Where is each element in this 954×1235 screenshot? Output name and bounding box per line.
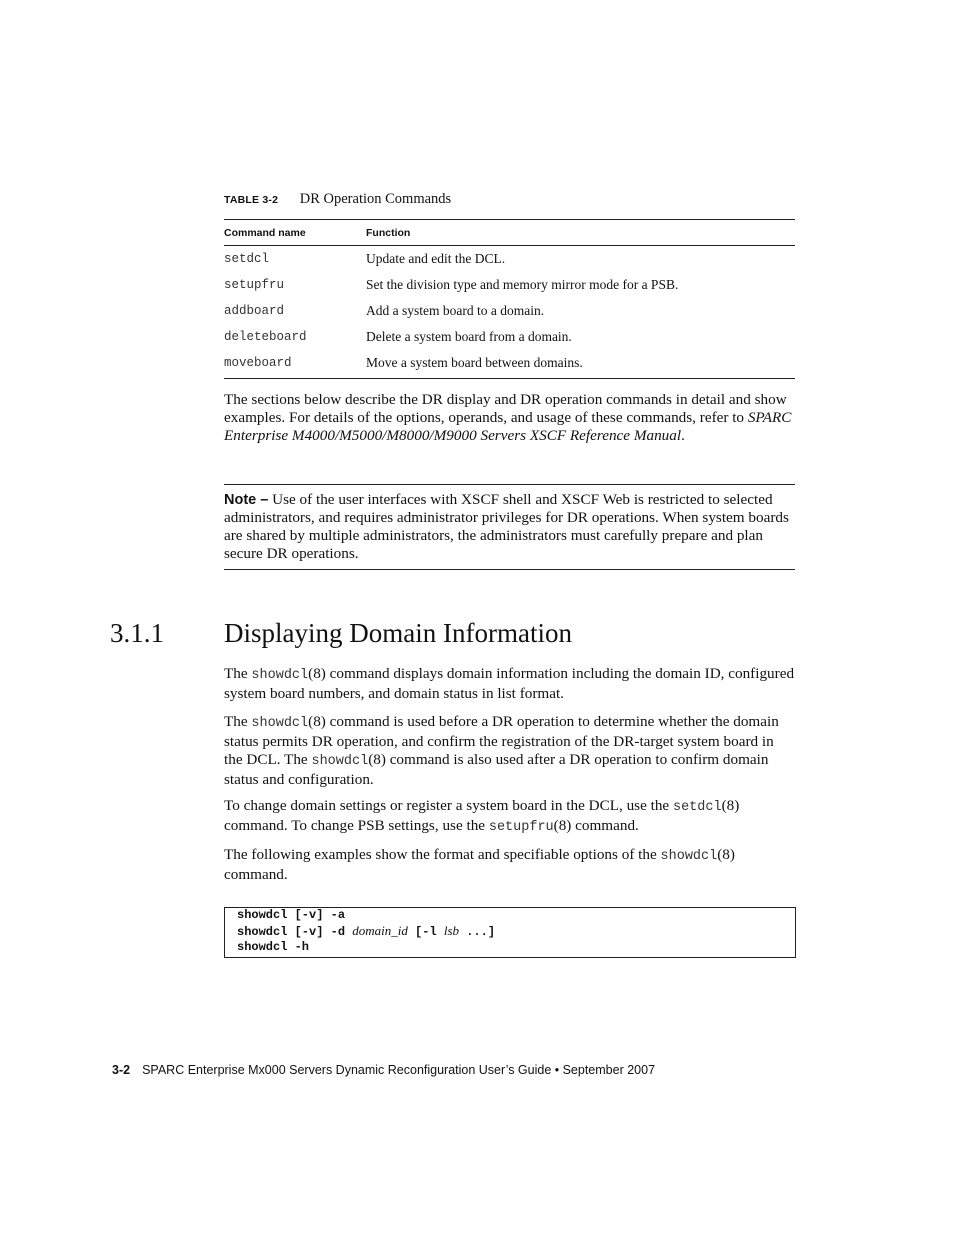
table-caption <box>224 191 451 208</box>
intro-paragraph <box>224 391 796 445</box>
code-line: showdcl [-v] -d domain_id [-l lsb ...] <box>237 923 496 939</box>
table-row <box>224 246 795 272</box>
table-row <box>224 324 795 350</box>
paragraph-1: The showdcl(8) command displays domain information including the domain ID, configured system board numbers, and domain status in list format. <box>224 665 795 702</box>
dr-operation-commands-table <box>224 219 795 379</box>
code-placeholder: domain_id <box>352 923 408 938</box>
inline-command: setupfru <box>488 820 554 835</box>
inline-command: showdcl <box>251 668 309 683</box>
function-cell: Set the division type and memory mirror mode for a PSB. <box>366 277 679 292</box>
command-cell: moveboard <box>224 356 292 370</box>
paragraph-4: The following examples show the format and specifiable options of the showdcl(8) command. <box>224 846 735 883</box>
code-example-box <box>224 907 796 958</box>
reference-manual-title: SPARC Enterprise M4000/M5000/M8000/M9000 Servers XSCF Reference Manual <box>224 409 792 444</box>
table-row <box>224 272 795 298</box>
table-header-row <box>224 220 795 246</box>
page-footer <box>112 1063 655 1077</box>
paragraph-2: The showdcl(8) command is used before a DR operation to determine whether the domain status permits DR operation, and confirm the registration of the DR-target system board in the DCL. The showdcl(8) command is also used after a DR operation to confirm domain status and configuration. <box>224 713 779 788</box>
command-cell: deleteboard <box>224 330 307 344</box>
paragraph-3: To change domain settings or register a system board in the DCL, use the setdcl(8) command. To change PSB settings, use the setupfru(8) command. <box>224 797 740 835</box>
table-row <box>224 298 795 324</box>
column-header-command: Command name <box>224 226 306 239</box>
code-line: showdcl [-v] -a <box>237 908 346 922</box>
note-box <box>224 484 795 570</box>
function-cell: Update and edit the DCL. <box>366 251 506 266</box>
function-cell: Add a system board to a domain. <box>366 303 545 318</box>
table-caption-title: DR Operation Commands <box>299 191 452 207</box>
section-title: Displaying Domain Information <box>224 618 572 648</box>
table-row <box>224 350 795 376</box>
command-cell: setdcl <box>224 252 270 266</box>
note-body: Use of the user interfaces with XSCF shell and XSCF Web is restricted to selected administrators, and requires administrator privileges for DR operations. When system boards are shared by multiple administrators, the administrators must carefully prepare and plan secure DR operations. <box>224 491 789 562</box>
command-cell: setupfru <box>224 278 285 292</box>
table-caption-label: TABLE 3-2 <box>224 194 279 206</box>
page-number: 3-2 <box>112 1063 131 1077</box>
code-placeholder: lsb <box>443 923 460 938</box>
section-number: 3.1.1 <box>110 618 164 648</box>
inline-command: showdcl <box>660 849 718 864</box>
intro-text-end: . <box>681 427 685 444</box>
note-label: Note – <box>224 492 269 508</box>
footer-text: SPARC Enterprise Mx000 Servers Dynamic Reconfiguration User’s Guide • September 2007 <box>142 1063 656 1077</box>
function-cell: Move a system board between domains. <box>366 355 583 370</box>
code-line: showdcl -h <box>237 940 310 954</box>
inline-command: showdcl <box>311 754 369 769</box>
column-header-function: Function <box>366 226 411 239</box>
function-cell: Delete a system board from a domain. <box>366 329 572 344</box>
command-cell: addboard <box>224 304 285 318</box>
note-text <box>224 491 795 563</box>
intro-text: The sections below describe the DR display and DR operation commands in detail and show examples. For details of the options, operands, and usage of these commands, refer to <box>224 391 787 426</box>
inline-command: setdcl <box>672 800 722 815</box>
inline-command: showdcl <box>251 716 309 731</box>
